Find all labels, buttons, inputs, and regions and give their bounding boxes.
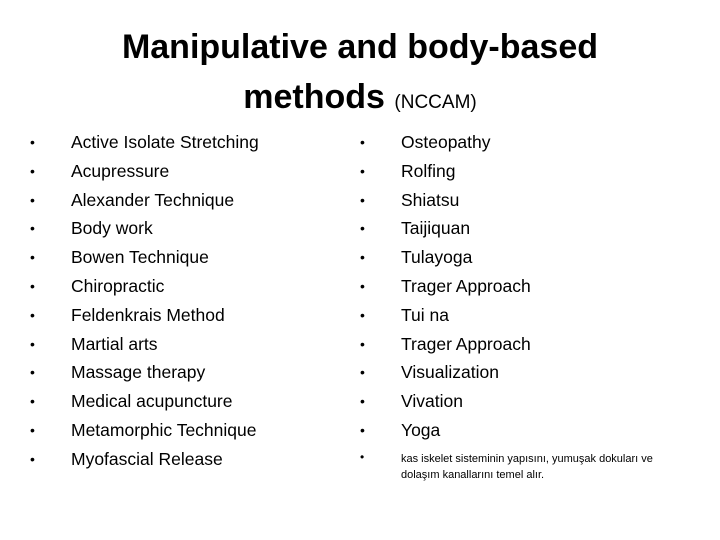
list-item xyxy=(30,186,350,215)
bullet-icon: • xyxy=(30,134,35,150)
list-item-label: Active Isolate Stretching xyxy=(71,132,259,152)
list-item xyxy=(30,272,350,301)
list-item xyxy=(360,214,690,243)
bullet-icon: • xyxy=(30,421,35,438)
list-item-label: Massage therapy xyxy=(71,362,206,383)
slide-title xyxy=(60,22,660,128)
list-item-label: Feldenkrais Method xyxy=(71,304,225,325)
list-item xyxy=(30,157,350,186)
list-item xyxy=(360,272,690,301)
bullet-icon: • xyxy=(360,335,365,352)
list-item xyxy=(360,128,690,157)
bullet-icon: • xyxy=(360,191,365,208)
bullet-icon: • xyxy=(30,364,35,381)
title-nccam: (NCCAM) xyxy=(394,92,477,113)
bullet-icon: • xyxy=(30,335,35,352)
bullet-icon: • xyxy=(360,249,365,266)
list-item-label: Bowen Technique xyxy=(71,247,209,268)
bullet-icon: • xyxy=(360,306,365,323)
bullet-icon: • xyxy=(360,449,365,464)
list-item xyxy=(30,243,350,272)
list-item xyxy=(360,186,690,215)
bullet-icon: • xyxy=(360,393,365,410)
list-item-label: Trager Approach xyxy=(401,275,531,296)
list-item xyxy=(360,243,690,272)
bullet-icon: • xyxy=(360,134,365,150)
note-text: kas iskelet sisteminin yapısını, yumuşak dokuları ve dolaşım kanallarını temel alır. xyxy=(401,452,653,481)
list-item-label: Martial arts xyxy=(71,333,158,354)
list-item-label: Body work xyxy=(71,218,153,239)
list-item-label: Rolfing xyxy=(401,160,456,181)
list-item-label: Taijiquan xyxy=(401,218,471,239)
list-item xyxy=(360,157,690,186)
bullet-icon: • xyxy=(360,421,365,438)
list-item xyxy=(30,301,350,330)
bullet-icon: • xyxy=(30,220,35,237)
list-item xyxy=(360,301,690,330)
list-item xyxy=(30,214,350,243)
list-item-label: Osteopathy xyxy=(401,132,491,152)
bullet-icon: • xyxy=(30,450,35,467)
bullet-icon: • xyxy=(360,277,365,294)
bullet-icon: • xyxy=(360,162,365,179)
list-item-label: Myofascial Release xyxy=(71,448,223,469)
list-item-label: Chiropractic xyxy=(71,275,165,296)
bullet-icon: • xyxy=(30,277,35,294)
list-item xyxy=(30,330,350,359)
list-item xyxy=(360,358,690,387)
left-bullet-list xyxy=(30,128,350,474)
list-item xyxy=(30,416,350,445)
list-item xyxy=(30,128,350,157)
list-item-label: Trager Approach xyxy=(401,333,531,354)
bullet-icon: • xyxy=(30,306,35,323)
list-item-label: Acupressure xyxy=(71,160,170,181)
list-item xyxy=(30,445,350,474)
list-item-label: Yoga xyxy=(401,419,441,440)
list-item-label: Tulayoga xyxy=(401,247,473,268)
bullet-icon: • xyxy=(360,364,365,381)
title-line-2 xyxy=(60,72,660,128)
list-item xyxy=(360,330,690,359)
list-item xyxy=(30,358,350,387)
list-item-label: Vivation xyxy=(401,391,463,412)
list-item-label: Visualization xyxy=(401,362,499,383)
title-methods: methods xyxy=(243,78,385,116)
list-item xyxy=(30,387,350,416)
list-item-label: Shiatsu xyxy=(401,189,460,210)
bullet-icon: • xyxy=(30,162,35,179)
title-line-1: Manipulative and body-based xyxy=(121,28,599,66)
bullet-icon: • xyxy=(360,220,365,237)
right-bullet-list xyxy=(360,128,690,483)
bullet-icon: • xyxy=(30,393,35,410)
list-item-label: Alexander Technique xyxy=(71,189,235,210)
list-item xyxy=(360,416,690,445)
note-list-item xyxy=(360,445,690,483)
list-item xyxy=(360,387,690,416)
list-item-label: Tui na xyxy=(401,304,449,325)
bullet-icon: • xyxy=(30,191,35,208)
list-item-label: Metamorphic Technique xyxy=(71,419,257,440)
bullet-icon: • xyxy=(30,249,35,266)
list-item-label: Medical acupuncture xyxy=(71,391,233,412)
